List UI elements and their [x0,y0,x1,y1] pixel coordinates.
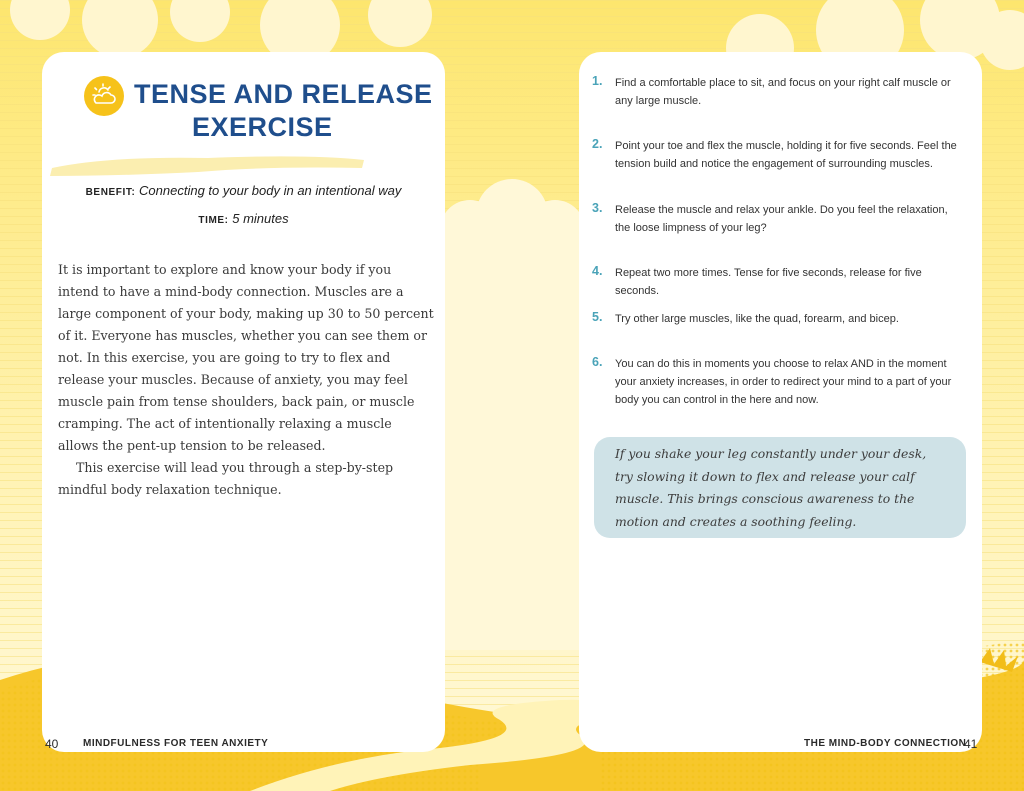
intro-text [58,259,434,501]
benefit-label: BENEFIT: [85,187,136,198]
page-title-line-1: TENSE AND RELEASE [134,79,433,109]
step-text: You can do this in moments you choose to relax AND in the moment your anxiety increases, in order to redirect your mind to a part of your body you can control in the here and now. [615,358,952,406]
page-number-left: 40 [45,737,59,751]
step-text: Release the muscle and relax your ankle. Do you feel the relaxation, the loose limpness of your leg? [615,204,948,234]
step-number: 1. [592,74,603,88]
step-number: 2. [592,137,603,151]
step-number: 3. [592,201,603,215]
time-line [42,211,445,226]
benefit-line [42,183,445,198]
step-number: 6. [592,355,603,369]
brush-stroke-decoration [48,146,368,182]
step-number: 4. [592,264,603,278]
time-label: TIME: [198,215,229,226]
page-number-right: 41 [964,737,978,751]
intro-paragraph-2: This exercise will lead you through a step-by-step mindful body relaxation technique. [58,460,394,497]
tip-callout: If you shake your leg constantly under your desk, try slowing it down to flex and release your calf muscle. This brings conscious awareness to the motion and creates a soothing feeling. [594,437,966,538]
step-text: Try other large muscles, like the quad, forearm, and bicep. [615,313,899,325]
page-title-line-2: EXERCISE [192,112,333,142]
benefit-value: Connecting to your body in an intentional way [139,183,402,198]
step-text: Find a comfortable place to sit, and focus on your right calf muscle or any large muscle. [615,77,951,107]
step-number: 5. [592,310,603,324]
step-text: Point your toe and flex the muscle, holding it for five seconds. Feel the tension build and notice the engagement of surrounding muscles. [615,140,957,170]
running-head-book-title: MINDFULNESS FOR TEEN ANXIETY [83,738,269,749]
time-value: 5 minutes [232,211,289,226]
step-text: Repeat two more times. Tense for five seconds, release for five seconds. [615,267,922,297]
sun-cloud-icon [84,76,124,116]
intro-paragraph-1: It is important to explore and know your body if you intend to have a mind-body connection. Muscles are a large component of your body, making up 30 to 50 percent of it. Everyone has muscles, whether you can see them or not. In this exercise, you are going to try to flex and release your muscles. Because of anxiety, you may feel muscle pain from tense shoulders, back pain, or muscle cramping. The act of intentionally relaxing a muscle allows the pent-up tension to be released. [58,262,434,453]
running-head-chapter-title: THE MIND-BODY CONNECTION [804,738,967,749]
center-cloud-decoration [440,179,585,650]
